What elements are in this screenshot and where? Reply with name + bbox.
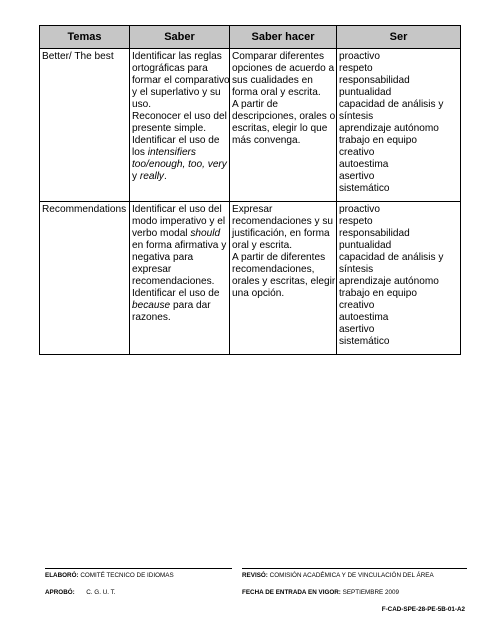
elaboro-value: COMITÉ TECNICO DE IDIOMAS bbox=[80, 572, 174, 579]
saber-line bbox=[132, 51, 227, 63]
saber-text: uso. bbox=[132, 99, 152, 110]
saber-hacer-line: opciones de acuerdo a bbox=[232, 63, 335, 74]
saber-hacer-line: más convenga. bbox=[232, 135, 301, 146]
saber-text: verbo modal bbox=[132, 228, 191, 239]
ser-line: respeto bbox=[339, 63, 373, 74]
ser-line: creativo bbox=[339, 300, 375, 311]
saber-hacer-line: A partir de diferentes bbox=[232, 252, 326, 263]
header-saber: Saber bbox=[130, 26, 230, 49]
saber-text: Identificar el uso de bbox=[132, 135, 220, 146]
saber-line bbox=[132, 264, 227, 276]
saber-hacer-line: una opción. bbox=[232, 288, 285, 299]
saber-line bbox=[132, 240, 227, 252]
footer-aprobo bbox=[45, 589, 116, 596]
saber-hacer-line: recomendaciones, bbox=[232, 264, 315, 275]
fecha-label: FECHA DE ENTRADA EN VIGOR: bbox=[242, 589, 341, 596]
ser-line: síntesis bbox=[339, 111, 374, 122]
saber-text: en forma afirmativa y bbox=[132, 240, 227, 251]
saber-line bbox=[132, 159, 227, 171]
cell-ser bbox=[337, 49, 461, 202]
saber-text: Reconocer el uso del bbox=[132, 111, 227, 122]
saber-line bbox=[132, 75, 230, 87]
ser-line: responsabilidad bbox=[339, 228, 410, 239]
saber-text: really bbox=[139, 171, 164, 182]
saber-hacer-line: escritas, elegir lo que bbox=[232, 123, 328, 134]
footer-line-right bbox=[242, 568, 467, 569]
ser-line: autoestima bbox=[339, 159, 389, 170]
saber-text: intensifiers bbox=[147, 147, 196, 158]
saber-text: recomendaciones. bbox=[132, 276, 215, 287]
cell-ser bbox=[337, 202, 461, 355]
saber-text: too/enough, too, very bbox=[132, 159, 227, 170]
fecha-value: SEPTIEMBRE 2009 bbox=[342, 589, 399, 596]
document-code: F-CAD-SPE-28-PE-5B-01-A2 bbox=[381, 606, 465, 613]
ser-line: aprendizaje autónomo bbox=[339, 276, 439, 287]
saber-text: Identificar las reglas bbox=[132, 51, 222, 62]
elaboro-label: ELABORÓ: bbox=[45, 572, 79, 579]
cell-tema: Better/ The best bbox=[40, 49, 130, 202]
saber-text: los bbox=[132, 147, 148, 158]
reviso-value: COMISIÓN ACADÉMICA Y DE VINCULACIÓN DEL ÁREA bbox=[269, 572, 434, 579]
saber-line bbox=[132, 171, 227, 183]
cell-tema: Recommendations bbox=[40, 202, 130, 355]
saber-line bbox=[132, 111, 227, 123]
footer-elaboro bbox=[45, 572, 174, 579]
saber-hacer-line: forma oral y escrita. bbox=[232, 87, 321, 98]
reviso-label: REVISÓ: bbox=[242, 572, 268, 579]
saber-text: para dar bbox=[170, 300, 211, 311]
saber-line bbox=[132, 288, 227, 300]
header-saber-hacer: Saber hacer bbox=[230, 26, 337, 49]
saber-line bbox=[132, 228, 227, 240]
saber-line bbox=[132, 123, 227, 135]
ser-line: capacidad de análisis y bbox=[339, 99, 444, 110]
ser-line: respeto bbox=[339, 216, 373, 227]
footer-fecha bbox=[242, 589, 399, 596]
saber-text: modo imperativo y el bbox=[132, 216, 226, 227]
ser-line: sistemático bbox=[339, 183, 390, 194]
saber-hacer-line: A partir de bbox=[232, 99, 279, 110]
saber-line bbox=[132, 252, 227, 264]
ser-line: responsabilidad bbox=[339, 75, 410, 86]
saber-text: razones. bbox=[132, 312, 171, 323]
saber-text: expresar bbox=[132, 264, 172, 275]
table-row bbox=[40, 202, 461, 355]
saber-line bbox=[132, 99, 227, 111]
ser-line: puntualidad bbox=[339, 240, 392, 251]
footer-reviso bbox=[242, 572, 434, 579]
saber-hacer-line: justificación, en forma bbox=[232, 228, 330, 239]
ser-line: capacidad de análisis y bbox=[339, 252, 444, 263]
aprobo-value: C. G. U. T. bbox=[86, 589, 116, 596]
header-temas: Temas bbox=[40, 26, 130, 49]
saber-text: because bbox=[132, 300, 171, 311]
ser-line: creativo bbox=[339, 147, 375, 158]
ser-line: sistemático bbox=[339, 336, 390, 347]
competencies-table bbox=[39, 25, 461, 355]
ser-line: puntualidad bbox=[339, 87, 392, 98]
cell-saber bbox=[130, 49, 230, 202]
cell-saber-hacer bbox=[230, 202, 337, 355]
footer-line-left bbox=[45, 568, 232, 569]
saber-text: Identificar el uso de bbox=[132, 288, 220, 299]
ser-line: asertivo bbox=[339, 324, 375, 335]
ser-line: proactivo bbox=[339, 51, 380, 62]
saber-line bbox=[132, 87, 227, 99]
aprobo-label: APROBÓ: bbox=[45, 589, 75, 596]
saber-line bbox=[132, 216, 227, 228]
saber-hacer-line: descripciones, orales o bbox=[232, 111, 336, 122]
saber-line bbox=[132, 300, 227, 312]
saber-hacer-line: sus cualidades en bbox=[232, 75, 313, 86]
ser-line: proactivo bbox=[339, 204, 380, 215]
saber-text: should bbox=[190, 228, 221, 239]
ser-line: trabajo en equipo bbox=[339, 135, 418, 146]
saber-text: Identificar el uso del bbox=[132, 204, 222, 215]
ser-line: aprendizaje autónomo bbox=[339, 123, 439, 134]
saber-line bbox=[132, 312, 227, 324]
saber-text: y el superlativo y su bbox=[132, 87, 221, 98]
saber-line bbox=[132, 135, 227, 147]
saber-text: ortográficas para bbox=[132, 63, 208, 74]
saber-text: presente simple. bbox=[132, 123, 207, 134]
saber-text: y bbox=[132, 171, 140, 182]
ser-line: autoestima bbox=[339, 312, 389, 323]
saber-hacer-line: Comparar diferentes bbox=[232, 51, 325, 62]
saber-text: negativa para bbox=[132, 252, 194, 263]
saber-hacer-line: orales y escritas, elegir bbox=[232, 276, 336, 287]
saber-hacer-line: Expresar bbox=[232, 204, 273, 215]
saber-text: formar el comparativo bbox=[132, 75, 230, 86]
saber-line bbox=[132, 63, 227, 75]
cell-saber-hacer bbox=[230, 49, 337, 202]
header-ser: Ser bbox=[337, 26, 461, 49]
saber-hacer-line: recomendaciones y su bbox=[232, 216, 333, 227]
ser-line: asertivo bbox=[339, 171, 375, 182]
cell-saber bbox=[130, 202, 230, 355]
saber-line bbox=[132, 147, 227, 159]
saber-text: . bbox=[163, 171, 167, 182]
saber-line bbox=[132, 204, 227, 216]
saber-line bbox=[132, 276, 227, 288]
table-row bbox=[40, 49, 461, 202]
saber-hacer-line: oral y escrita. bbox=[232, 240, 293, 251]
table-header-row bbox=[40, 26, 461, 49]
ser-line: trabajo en equipo bbox=[339, 288, 418, 299]
ser-line: síntesis bbox=[339, 264, 374, 275]
